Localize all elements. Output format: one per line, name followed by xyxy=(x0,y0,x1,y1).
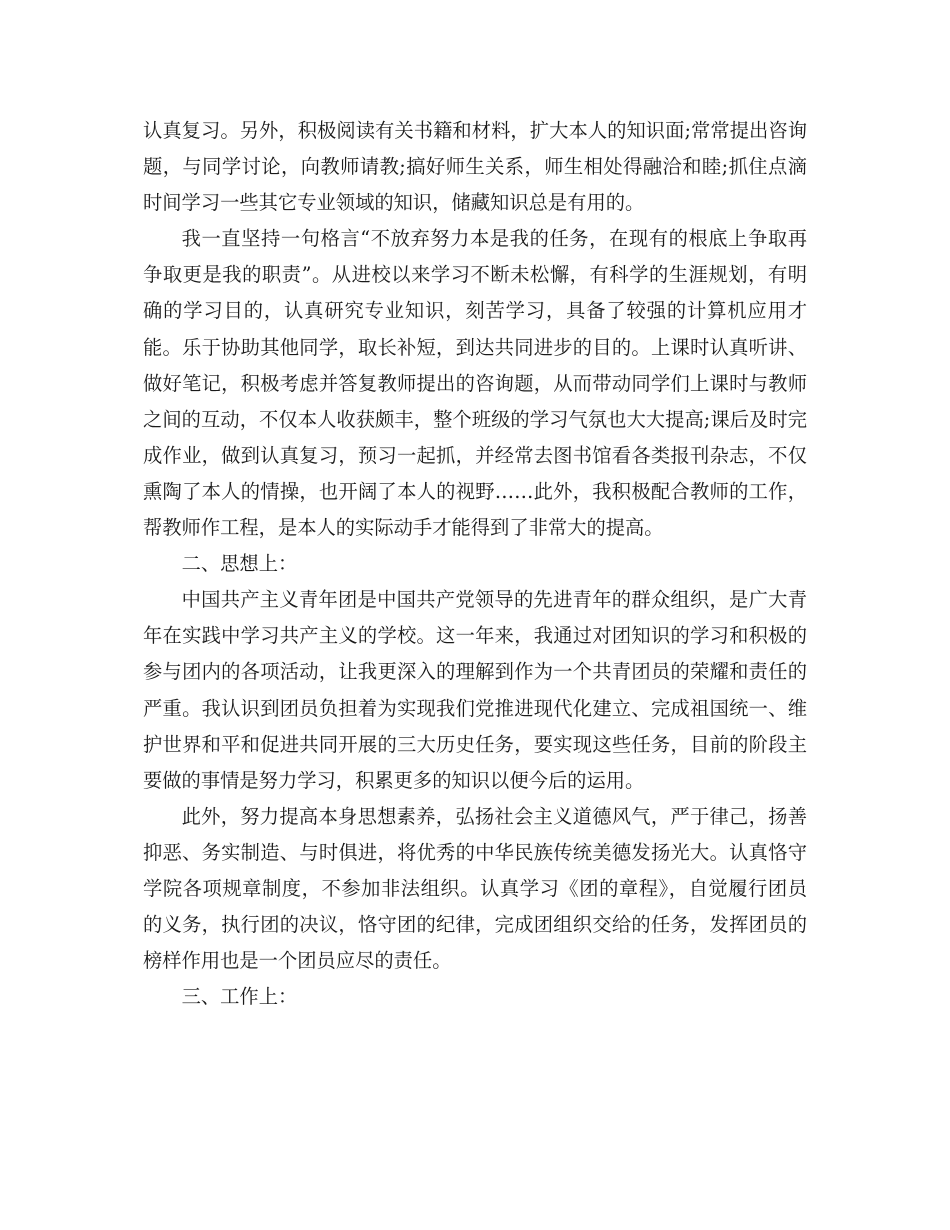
paragraph-motto: 我一直坚持一句格言“不放弃努力本是我的任务，在现有的根底上争取再争取更是我的职责”。从进校以来学习不断未松懈，有科学的生涯规划，有明确的学习目的，认真研究专业知识，刻苦学习，具备了较强的计算机应用才能。乐于协助其他同学，取长补短，到达共同进步的目的。上课时认真听讲、做好笔记，积极考虑并答复教师提出的咨询题，从而带动同学们上课时与教师之间的互动，不仅本人收获颇丰，整个班级的学习气氛也大大提高;课后及时完成作业，做到认真复习，预习一起抓，并经常去图书馆看各类报刊杂志，不仅熏陶了本人的情操，也开阔了本人的视野……此外，我积极配合教师的工作，帮教师作工程，是本人的实际动手才能得到了非常大的提高。 xyxy=(143,227,807,540)
paragraph-study-review: 认真复习。另外，积极阅读有关书籍和材料，扩大本人的知识面;常常提出咨询题，与同学讨论，向教师请教;搞好师生关系，师生相处得融洽和睦;抓住点滴时间学习一些其它专业领域的知识，储藏知识总是有用的。 xyxy=(143,119,807,215)
document-body xyxy=(143,113,807,1015)
paragraph-morality: 此外，努力提高本身思想素养，弘扬社会主义道德风气，严于律己，扬善抑恶、务实制造、与时俱进，将优秀的中华民族传统美德发扬光大。认真恪守学院各项规章制度，不参加非法组织。认真学习《团的章程》，自觉履行团员的义务，执行团的决议，恪守团的纪律，完成团组织交给的任务，发挥团员的榜样作用也是一个团员应尽的责任。 xyxy=(143,804,807,973)
section-heading-work: 三、工作上： xyxy=(181,985,298,1009)
section-heading-thought: 二、思想上： xyxy=(181,552,298,576)
paragraph-youth-league: 中国共产主义青年团是中国共产党领导的先进青年的群众组织，是广大青年在实践中学习共产主义的学校。这一年来，我通过对团知识的学习和积极的参与团内的各项活动，让我更深入的理解到作为一个共青团员的荣耀和责任的严重。我认识到团员负担着为实现我们党推进现代化建立、完成祖国统一、维护世界和平和促进共同开展的三大历史任务，要实现这些任务，目前的阶段主要做的事情是努力学习，积累更多的知识以便今后的运用。 xyxy=(143,588,807,792)
